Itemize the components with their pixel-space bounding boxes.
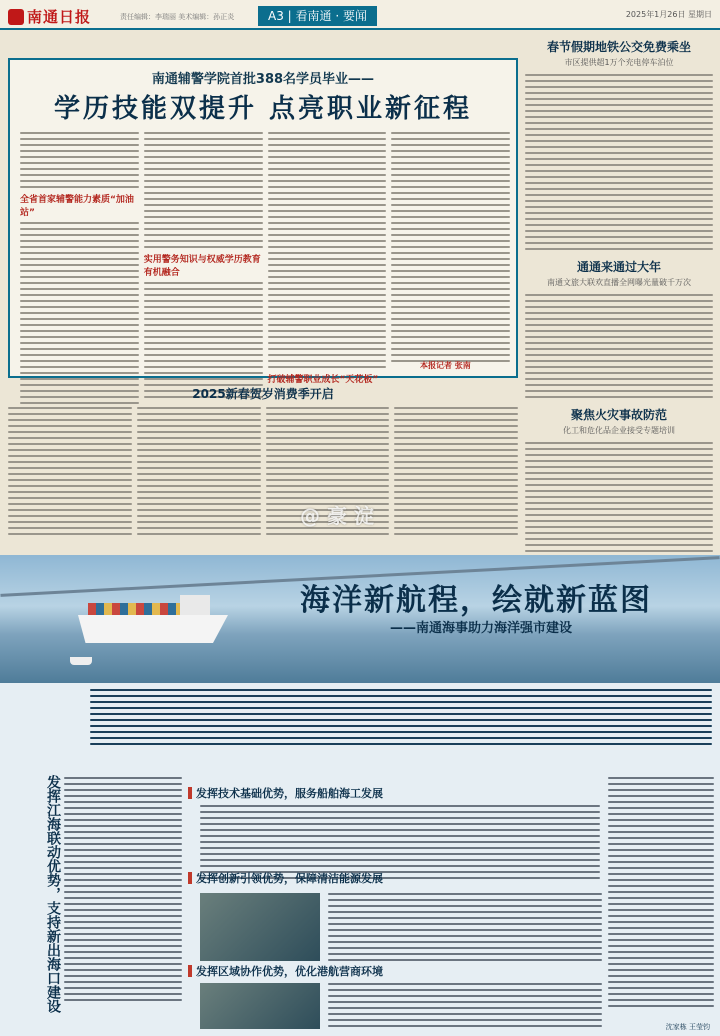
consumption-story xyxy=(8,385,518,545)
header-meta: 责任编辑：李瑞丽 美术编辑：孙正炎 xyxy=(120,13,235,21)
section-head-1: 发挥技术基础优势，服务船舶海工发展 xyxy=(188,785,383,801)
lead-subhead-2: 实用警务知识与权威学历教育有机融合 xyxy=(143,255,261,278)
section-photo-3 xyxy=(200,983,320,1029)
feature-authors: 沈家栋 王莹钧 xyxy=(665,1023,710,1031)
page-header xyxy=(0,0,720,30)
lead-headline: 学历技能双提升 点亮职业新征程 xyxy=(53,94,473,124)
feature-intro xyxy=(90,689,712,749)
story-newyear-sub: 南通文旅大联欢直播全网曝光量破千万次 xyxy=(547,278,691,287)
story-fire-title: 聚焦火灾事故防范 xyxy=(570,408,667,422)
feature-maritime xyxy=(0,555,720,1036)
lead-subhead-3: 打破辅警职业成长“天花板” xyxy=(267,375,379,385)
section-body-2 xyxy=(328,893,602,965)
issue-date: 2025年1月26日 星期日 xyxy=(625,10,712,19)
section-body-3 xyxy=(328,983,602,1031)
feature-left-body xyxy=(64,777,182,1005)
feature-side-title: 发挥江海联动优势，支持新出海口建设 xyxy=(45,775,61,1013)
lead-col-2 xyxy=(144,132,263,408)
lead-col-1 xyxy=(20,132,139,408)
section-head-3: 发挥区域协作优势，优化港航营商环境 xyxy=(188,963,383,979)
lead-col-3 xyxy=(268,132,387,408)
story-metro-sub: 市区提供超1万个充电停车泊位 xyxy=(564,58,674,67)
story-newyear-title: 通通来通过大年 xyxy=(576,260,661,274)
logo-text: 南通日报 xyxy=(27,8,92,26)
lead-subhead-1: 全省首家辅警能力素质“加油站” xyxy=(20,195,134,218)
newspaper-logo xyxy=(8,6,91,27)
consumption-title: 2025新春贺岁消费季开启 xyxy=(192,387,334,401)
logo-seal-icon xyxy=(8,9,24,25)
section-head-2: 发挥创新引领优势，保障清洁能源发展 xyxy=(188,870,383,886)
consumption-body xyxy=(8,407,518,539)
page-section-tag: A3 | 看南通 · 要闻 xyxy=(258,6,377,26)
story-metro-title: 春节假期地铁公交免费乘坐 xyxy=(546,40,691,54)
feature-subtitle: ——南通海事助力海洋强市建设 xyxy=(390,621,573,636)
watermark: @ 豪 淀 xyxy=(300,504,374,528)
lead-kicker: 南通辅警学院首批388名学员毕业—— xyxy=(151,72,375,87)
right-column xyxy=(525,30,713,550)
feature-banner-photo xyxy=(0,555,720,683)
section-photo-2 xyxy=(200,893,320,961)
lead-byline: 本报记者 张南 xyxy=(420,361,471,370)
lead-story xyxy=(8,58,518,385)
feature-headline: 海洋新航程，绘就新蓝图 xyxy=(300,583,652,618)
feature-right-body xyxy=(608,777,714,1011)
story-fire-sub: 化工和危化品企业接受专题培训 xyxy=(563,426,675,435)
